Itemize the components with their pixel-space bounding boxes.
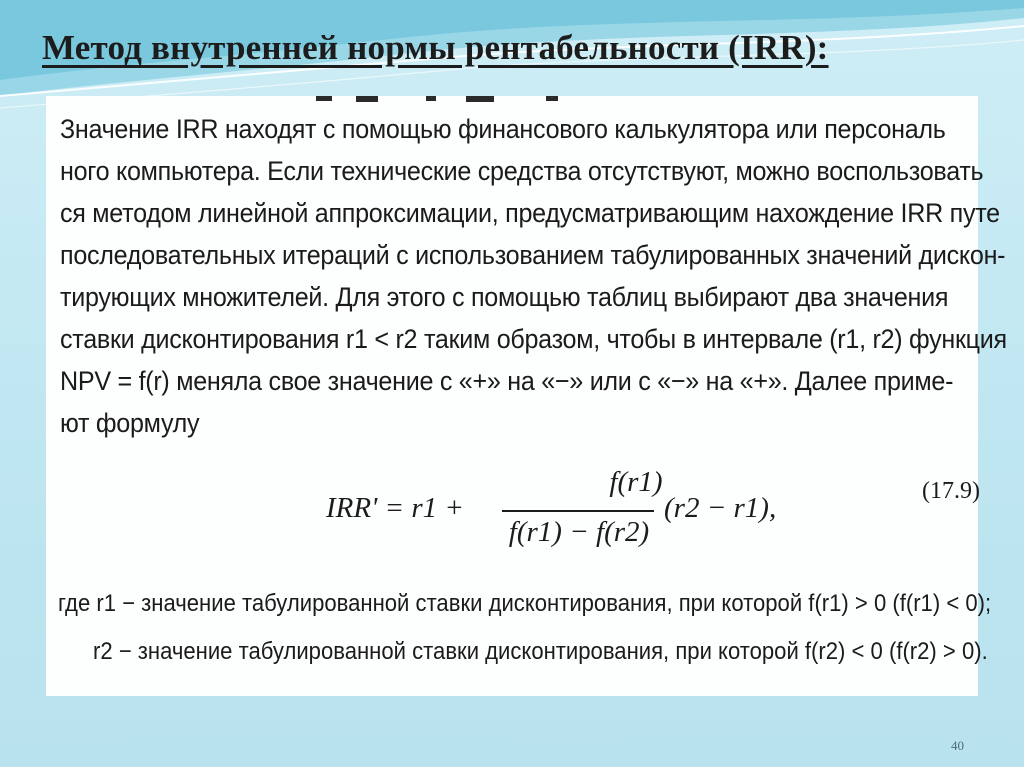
fraction-bar — [502, 510, 654, 512]
definition-r2: r2 − значение табулированной ставки дисконтирования, при которой f(r2) < 0 (f(r2) > 0). — [92, 638, 988, 665]
text-line: тирующих множителей. Для этого с помощью таблиц выбирают два значения — [60, 282, 949, 312]
formula-denominator: f(r1) − f(r2) — [508, 516, 650, 548]
definition-r1: где r1 − значение табулированной ставки дисконтирования, при которой f(r1) > 0 (f(r1) < 0); — [58, 590, 992, 617]
slide-title: Метод внутренней нормы рентабельности (IRR): — [42, 28, 829, 67]
formula-numerator: f(r1) — [609, 466, 663, 498]
formula-lhs: IRR' = r1 + — [326, 492, 464, 524]
text-line: ного компьютера. Если технические средства отсутствуют, можно воспользовать — [60, 156, 984, 186]
text-line: ют формулу — [60, 408, 200, 438]
clipped-text-fragment — [316, 96, 616, 106]
equation-number: (17.9) — [922, 478, 980, 504]
text-line: Значение IRR находят с помощью финансового калькулятора или персональ — [60, 114, 946, 144]
body-paragraph — [60, 108, 1007, 444]
irr-formula — [326, 466, 980, 556]
scanned-text-panel — [46, 96, 1007, 696]
definitions — [58, 580, 992, 676]
text-line: ся методом линейной аппроксимации, предусматривающим нахождение IRR путе — [60, 198, 1000, 228]
page-number: 40 — [951, 738, 964, 753]
text-line: ставки дисконтирования r1 < r2 таким образом, чтобы в интервале (r1, r2) функция — [60, 324, 1007, 354]
text-line: последовательных итераций с использованием табулированных значений дискон- — [60, 240, 1006, 270]
formula-tail: (r2 − r1), — [664, 492, 777, 524]
text-line: NPV = f(r) меняла свое значение с «+» на «−» или с «−» на «+». Далее приме- — [60, 366, 954, 396]
